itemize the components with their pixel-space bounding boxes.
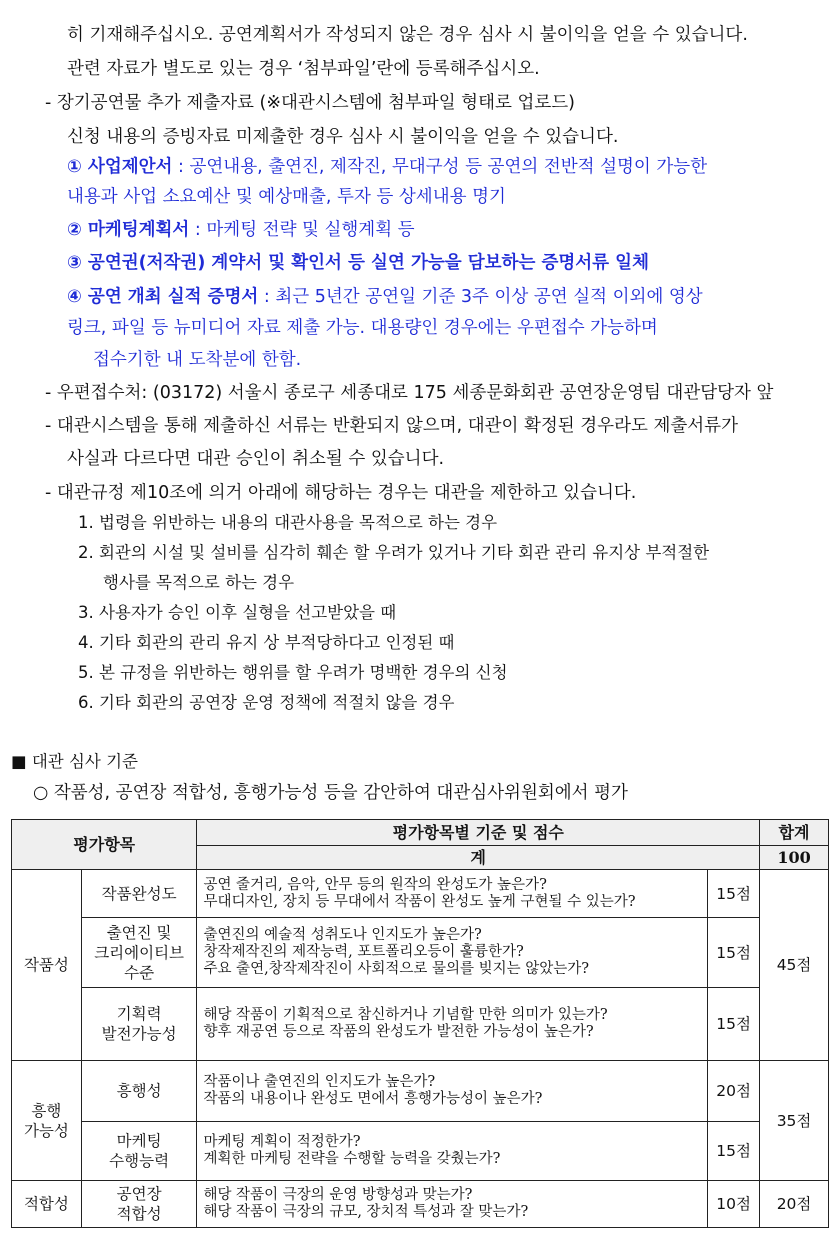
category-cell: 작품성: [12, 870, 82, 1061]
item-business-proposal-cont: 내용과 사업 소요예산 및 예상매출, 투자 등 상세내용 명기: [67, 187, 506, 207]
rule-item: 3. 사용자가 승인 이후 실형을 선고받았을 때: [78, 603, 397, 622]
rule-item: 4. 기타 회관의 관리 유지 상 부적당하다고 인정된 때: [78, 633, 455, 652]
header-total: 합계: [760, 820, 829, 846]
item-business-proposal-text: : 공연내용, 출연진, 제작진, 무대구성 등 공연의 전반적 설명이 가능한: [178, 157, 708, 177]
rule-item: 5. 본 규정을 위반하는 행위를 할 우려가 명백한 경우의 신청: [78, 663, 508, 682]
table-row: [12, 1181, 829, 1228]
item-performance-record-title: ④ 공연 개최 실적 증명서: [67, 287, 259, 307]
criterion-name: 흥행성: [81, 1061, 197, 1122]
evaluation-table: [11, 819, 829, 1228]
table-row: [12, 1061, 829, 1122]
table-row: [12, 988, 829, 1061]
group-total: 20점: [760, 1181, 829, 1228]
category-cell: 흥행 가능성: [12, 1061, 82, 1181]
item-marketing-plan: [67, 217, 415, 243]
item-business-proposal-title: ① 사업제안서: [67, 157, 173, 177]
item-performance-record-text: : 최근 5년간 공연일 기준 3주 이상 공연 실적 이외에 영상: [263, 287, 703, 307]
table-row: [12, 918, 829, 988]
criterion-desc: 해당 작품이 극장의 운영 방향성과 맞는가? 해당 작품이 극장의 규모, 장치적 특성과 잘 맞는가?: [197, 1181, 708, 1228]
category-cell: 적합성: [12, 1181, 82, 1228]
table-row: [12, 1122, 829, 1181]
criterion-desc: 작품이나 출연진의 인지도가 높은가? 작품의 내용이나 완성도 면에서 흥행가능성이 높은가?: [197, 1061, 708, 1122]
item-performance-record: [67, 284, 703, 310]
return-notice-line-2: 사실과 다르다면 대관 승인이 취소될 수 있습니다.: [67, 449, 445, 469]
item-performance-record-cont: 링크, 파일 등 뉴미디어 자료 제출 가능. 대용량인 경우에는 우편접수 가능하며: [67, 318, 658, 338]
criterion-score: 15점: [708, 988, 760, 1061]
criterion-name: 기획력 발전가능성: [81, 988, 197, 1061]
rule-item: 1. 법령을 위반하는 내용의 대관사용을 목적으로 하는 경우: [78, 513, 498, 532]
criterion-score: 15점: [708, 870, 760, 918]
header-sum-label: 계: [197, 846, 760, 870]
criterion-desc: 해당 작품이 기획적으로 참신하거나 기념할 만한 의미가 있는가? 향후 재공연 등으로 작품의 완성도가 발전한 가능성이 높은가?: [197, 988, 708, 1061]
criterion-score: 20점: [708, 1061, 760, 1122]
criterion-score: 15점: [708, 918, 760, 988]
group-total: 45점: [760, 870, 829, 1061]
rule-item-cont: 행사를 목적으로 하는 경우: [103, 573, 295, 592]
criterion-desc: 공연 줄거리, 음악, 안무 등의 원작의 완성도가 높은가? 무대디자인, 장치 등 무대에서 작품이 완성도 높게 구현될 수 있는가?: [197, 870, 708, 918]
criterion-name: 출연진 및 크리에이티브 수준: [81, 918, 197, 988]
long-term-heading: - 장기공연물 추가 제출자료 (※대관시스템에 첨부파일 형태로 업로드): [45, 93, 576, 113]
criterion-desc: 출연진의 예술적 성취도나 인지도가 높은가? 창작제작진의 제작능력, 포트폴리오등이 훌륭한가? 주요 출연,창작제작진이 사회적으로 물의를 빚지는 않았는가?: [197, 918, 708, 988]
review-heading: ■ 대관 심사 기준: [11, 752, 138, 771]
criterion-score: 10점: [708, 1181, 760, 1228]
intro-line-1: 히 기재해주십시오. 공연계획서가 작성되지 않은 경우 심사 시 불이익을 얻을 수 있습니다.: [67, 25, 748, 45]
item-marketing-plan-title: ② 마케팅계획서: [67, 220, 190, 240]
rules-heading: - 대관규정 제10조에 의거 아래에 해당하는 경우는 대관을 제한하고 있습니다.: [45, 483, 637, 503]
rule-item: 2. 회관의 시설 및 설비를 심각히 훼손 할 우려가 있거나 기타 회관 관리 유지상 부적절한: [78, 543, 710, 562]
return-notice-line-1: - 대관시스템을 통해 제출하신 서류는 반환되지 않으며, 대관이 확정된 경우라도 제출서류가: [45, 416, 738, 436]
rule-item: 6. 기타 회관의 공연장 운영 정책에 적절치 않을 경우: [78, 693, 455, 712]
criterion-name: 마케팅 수행능력: [81, 1122, 197, 1181]
criterion-score: 15점: [708, 1122, 760, 1181]
header-evaluation-item: 평가항목: [12, 820, 197, 870]
review-subheading: ○ 작품성, 공연장 적합성, 흥행가능성 등을 감안하여 대관심사위원회에서 평가: [33, 783, 628, 803]
item-performance-rights: ③ 공연권(저작권) 계약서 및 확인서 등 실연 가능을 담보하는 증명서류 일체: [67, 253, 649, 273]
criterion-desc: 마케팅 계획이 적정한가? 계획한 마케팅 전략을 수행할 능력을 갖췄는가?: [197, 1122, 708, 1181]
postal-address: - 우편접수처: (03172) 서울시 종로구 세종대로 175 세종문화회관 공연장운영팀 대관담당자 앞: [45, 383, 774, 403]
intro-line-2: 관련 자료가 별도로 있는 경우 ‘첨부파일’란에 등록해주십시오.: [67, 59, 540, 79]
item-marketing-plan-text: : 마케팅 전략 및 실행계획 등: [194, 220, 415, 240]
criterion-name: 공연장 적합성: [81, 1181, 197, 1228]
item-business-proposal: [67, 154, 707, 180]
long-term-note: 신청 내용의 증빙자료 미제출한 경우 심사 시 불이익을 얻을 수 있습니다.: [67, 127, 619, 147]
item-performance-record-deadline: 접수기한 내 도착분에 한함.: [93, 350, 302, 370]
criterion-name: 작품완성도: [81, 870, 197, 918]
header-criteria: 평가항목별 기준 및 점수: [197, 820, 760, 846]
group-total: 35점: [760, 1061, 829, 1181]
header-sum-value: 100: [760, 846, 829, 870]
table-row: [12, 870, 829, 918]
